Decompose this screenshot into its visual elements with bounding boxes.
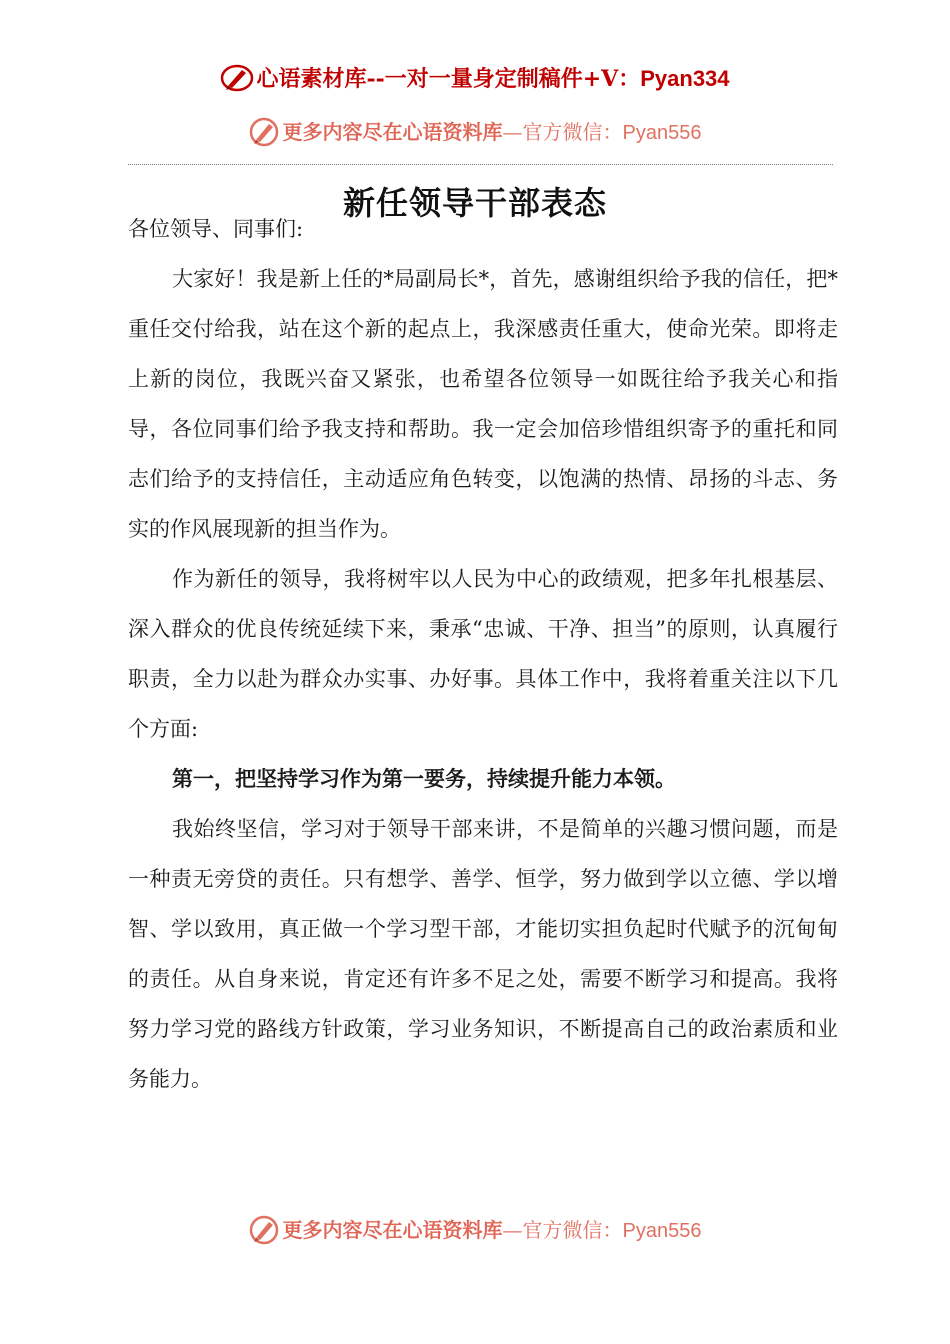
footer-watermark-line (0, 1214, 950, 1250)
salutation: 各位领导、同事们: (128, 217, 304, 241)
header-watermark-line (0, 116, 950, 152)
document-body (128, 210, 838, 1104)
paragraph-1: 大家好！我是新上任的*局副局长*，首先，感谢组织给予我的信任，把*重任交付给我，站在这个新的起点上，我深感责任重大，使命光荣。即将走上新的岗位，我既兴奋又紧张，也希望各位领导一如既往给予我关心和指导，各位同事们给予我支持和帮助。我一定会加倍珍惜组织寄予的重托和同志们给予的支持信任，主动适应角色转变，以饱满的热情、昂扬的斗志、务实的作风展现新的担当作为。 (128, 267, 838, 541)
brand-name: 心语素材库 (256, 66, 367, 92)
brand-wechat: Pyan334 (640, 66, 730, 91)
footer-wechat: Pyan556 (622, 1220, 702, 1242)
pen-logo-icon (220, 64, 254, 98)
watermark-wechat: Pyan556 (622, 122, 702, 144)
brand-tagline: --一对一量身定制稿件+V： (366, 66, 641, 92)
header-brand-line (0, 62, 950, 98)
header-divider (128, 164, 833, 165)
footer-separator: —官方微信： (502, 1218, 623, 1242)
pen-logo-icon (249, 1215, 281, 1250)
document-title: 新任领导干部表态 (342, 184, 607, 222)
watermark-separator: —官方微信： (502, 120, 623, 144)
pen-logo-icon (249, 117, 281, 152)
footer-text: 更多内容尽在心语资料库 (282, 1218, 503, 1242)
watermark-text: 更多内容尽在心语资料库 (282, 120, 503, 144)
paragraph-2: 作为新任的领导，我将树牢以人民为中心的政绩观，把多年扎根基层、深入群众的优良传统延续下来，秉承“忠诚、干净、担当”的原则，认真履行职责，全力以赴为群众办实事、办好事。具体工作中，我将着重关注以下几个方面: (128, 567, 838, 741)
section-1-body: 我始终坚信，学习对于领导干部来讲，不是简单的兴趣习惯问题，而是一种责无旁贷的责任。只有想学、善学、恒学，努力做到学以立德、学以增智、学以致用，真正做一个学习型干部，才能切实担负起时代赋予的沉甸甸的责任。从自身来说，肯定还有许多不足之处，需要不断学习和提高。我将努力学习党的路线方针政策，学习业务知识，不断提高自己的政治素质和业务能力。 (128, 817, 838, 1091)
section-1-heading: 第一，把坚持学习作为第一要务，持续提升能力本领。 (172, 766, 676, 791)
